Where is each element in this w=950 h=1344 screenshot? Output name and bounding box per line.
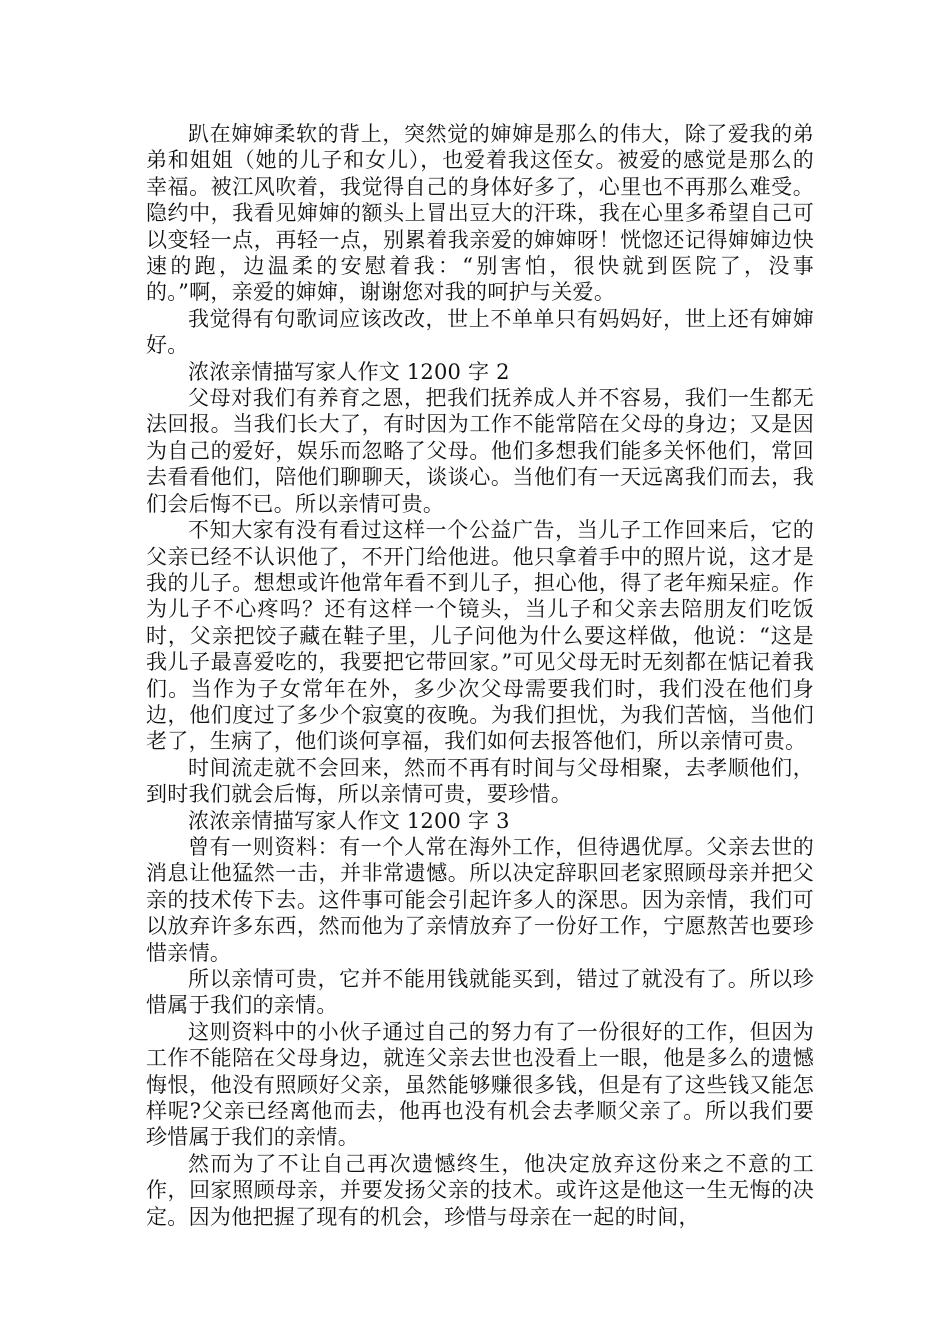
paragraph: 不知大家有没有看过这样一个公益广告，当儿子工作回来后，它的父亲已经不认识他了，不开门给他进。他只拿着手中的照片说，这才是我的儿子。想想或许他常年看不到儿子，担心他，得了老年痴呆症。作为儿子不心疼吗？还有这样一个镜头，当儿子和父亲去陪朋友们吃饭时，父亲把饺子藏在鞋子里，儿子问他为什么要这样做，他说：“这是我儿子最喜爱吃的，我要把它带回家。”可见父母无时无刻都在惦记着我们。当作为子女常年在外，多少次父母需要我们时，我们没在他们身边，他们度过了多少个寂寞的夜晚。为我们担忧，为我们苦恼，当他们老了，生病了，他们谈何享福，我们如何去报答他们，所以亲情可贵。 xyxy=(146,518,814,754)
paragraph: 趴在婶婶柔软的背上，突然觉的婶婶是那么的伟大，除了爱我的弟弟和姐姐（她的儿子和女儿），也爱着我这侄女。被爱的感觉是那么的幸福。被江风吹着，我觉得自己的身体好多了，心里也不再那么难受。隐约中，我看见婶婶的额头上冒出豆大的汗珠，我在心里多希望自己可以变轻一点，再轻一点，别累着我亲爱的婶婶呀！恍惚还记得婶婶边快速的跑，边温柔的安慰着我：“别害怕，很快就到医院了，没事的。”啊，亲爱的婶婶，谢谢您对我的呵护与关爱。 xyxy=(146,122,814,305)
section-heading: 浓浓亲情描写家人作文 1200 字 2 xyxy=(188,359,510,384)
paragraph: 然而为了不让自己再次遗憾终生，他决定放弃这份来之不意的工作，回家照顾母亲，并要发扬父亲的技术。或许这是他这一生无悔的决定。因为他把握了现有的机会，珍惜与母亲在一起的时间， xyxy=(146,1151,814,1229)
paragraph: 父母对我们有养育之恩，把我们抚养成人并不容易，我们一生都无法回报。当我们长大了，有时因为工作不能常陪在父母的身边；又是因为自己的爱好，娱乐而忽略了父母。他们多想我们能多关怀他们，常回去看看他们，陪他们聊聊天，谈谈心。当他们有一天远离我们而去，我们会后悔不已。所以亲情可贵。 xyxy=(146,386,814,516)
paragraph: 时间流走就不会回来，然而不再有时间与父母相聚，去孝顺他们，到时我们就会后悔，所以亲情可贵，要珍惜。 xyxy=(146,755,814,807)
paragraph: 所以亲情可贵，它并不能用钱就能买到，错过了就没有了。所以珍惜属于我们的亲情。 xyxy=(146,967,814,1018)
paragraph: 我觉得有句歌词应该改改，世上不单单只有妈妈好，世上还有婶婶好。 xyxy=(146,306,814,358)
paragraph: 这则资料中的小伙子通过自己的努力有了一份很好的工作，但因为工作不能陪在父母身边，就连父亲去世也没看上一眼，他是多么的遗憾悔恨，他没有照顾好父亲，虽然能够赚很多钱，但是有了这些钱又能怎样呢?父亲已经离他而去，他再也没有机会去孝顺父亲了。所以我们要珍惜属于我们的亲情。 xyxy=(146,1019,814,1150)
document-page xyxy=(146,121,814,1230)
section-heading: 浓浓亲情描写家人作文 1200 字 3 xyxy=(188,808,510,833)
paragraph: 曾有一则资料：有一个人常在海外工作，但待遇优厚。父亲去世的消息让他猛然一击，并非常遗憾。所以决定辞职回老家照顾母亲并把父亲的技术传下去。这件事可能会引起许多人的深思。因为亲情，我们可以放弃许多东西，然而他为了亲情放弃了一份好工作，宁愿熬苦也要珍惜亲情。 xyxy=(146,834,814,965)
